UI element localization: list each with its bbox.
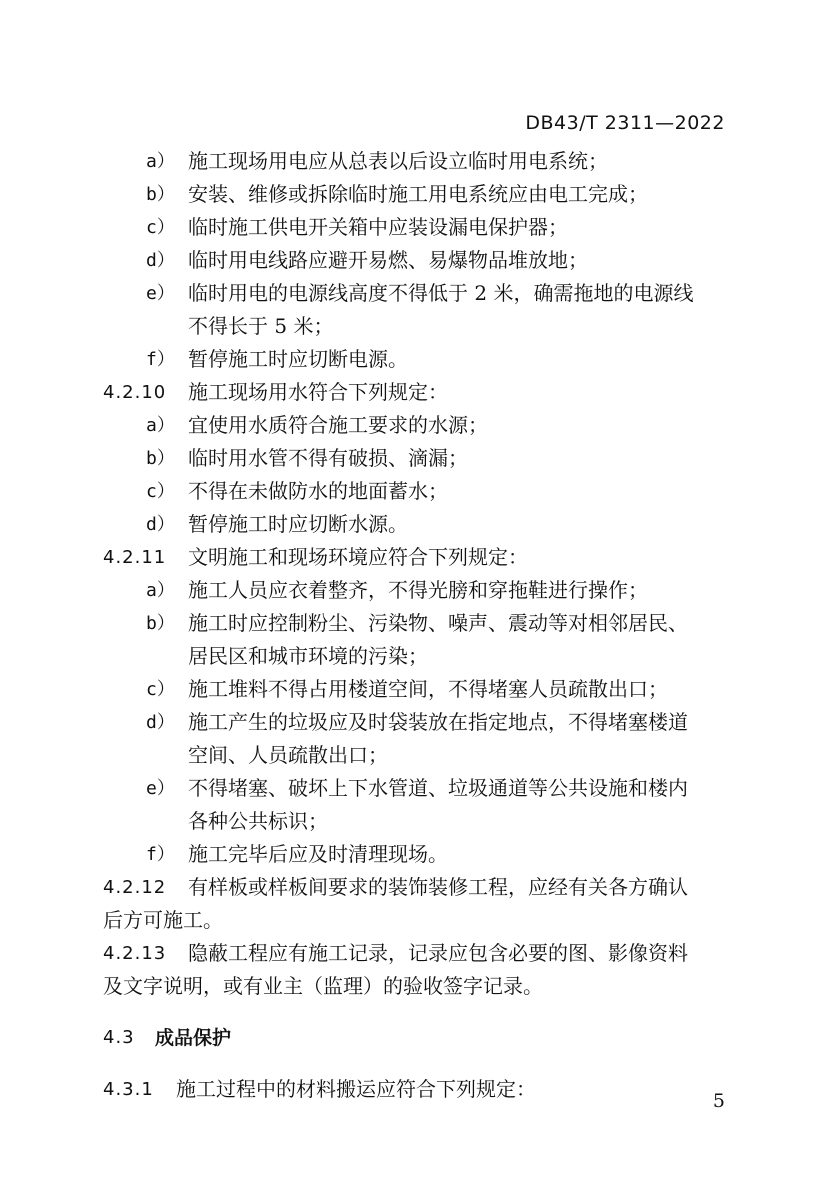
item-marker: d） — [146, 250, 175, 271]
list-item — [0, 277, 829, 310]
item-marker: a） — [146, 415, 175, 436]
spacer — [0, 1055, 829, 1073]
list-item — [0, 442, 829, 475]
list-item — [0, 838, 829, 871]
item-text: 空间、人员疏散出口； — [188, 743, 388, 767]
list-item-continuation — [0, 805, 829, 838]
item-text: 居民区和城市环境的污染； — [188, 644, 428, 668]
clause-4-2-11 — [0, 541, 829, 574]
item-marker: a） — [146, 580, 175, 601]
item-marker: c） — [146, 481, 175, 502]
clause-number: 4.2.13 — [103, 943, 167, 964]
list-item — [0, 574, 829, 607]
clause-text: 施工现场用水符合下列规定： — [188, 380, 448, 404]
clause-continuation — [0, 970, 829, 1003]
item-marker: f） — [146, 349, 175, 370]
page-number: 5 — [712, 1090, 725, 1112]
item-text: 安装、维修或拆除临时施工用电系统应由电工完成； — [188, 182, 648, 206]
section-title: 成品保护 — [155, 1027, 232, 1049]
item-marker: c） — [146, 679, 175, 700]
clause-text: 有样板或样板间要求的装饰装修工程，应经有关各方确认 — [188, 875, 688, 899]
item-marker: d） — [146, 712, 175, 733]
item-text: 暂停施工时应切断水源。 — [188, 512, 408, 536]
clause-text: 文明施工和现场环境应符合下列规定： — [188, 545, 528, 569]
list-item — [0, 673, 829, 706]
clause-text: 及文字说明，或有业主（监理）的验收签字记录。 — [103, 974, 543, 998]
item-marker: f） — [146, 844, 175, 865]
page-body — [0, 145, 829, 1106]
clause-number: 4.2.12 — [103, 877, 167, 898]
section-heading-4-3 — [0, 1021, 829, 1055]
item-text: 施工完毕后应及时清理现场。 — [188, 842, 448, 866]
item-text: 不得堵塞、破坏上下水管道、垃圾通道等公共设施和楼内 — [188, 776, 688, 800]
spacer — [0, 1003, 829, 1021]
section-number: 4.3 — [103, 1027, 135, 1048]
item-text: 宜使用水质符合施工要求的水源； — [188, 413, 488, 437]
item-text: 不得长于 5 米； — [188, 314, 334, 338]
item-text: 施工产生的垃圾应及时袋装放在指定地点，不得堵塞楼道 — [188, 710, 688, 734]
list-item-continuation — [0, 310, 829, 343]
item-marker: c） — [146, 217, 175, 238]
list-item — [0, 706, 829, 739]
item-text: 各种公共标识； — [188, 809, 328, 833]
list-item-continuation — [0, 739, 829, 772]
item-text: 施工堆料不得占用楼道空间，不得堵塞人员疏散出口； — [188, 677, 668, 701]
list-item — [0, 508, 829, 541]
document-code: DB43/T 2311—2022 — [525, 112, 725, 134]
item-text: 施工人员应衣着整齐，不得光膀和穿拖鞋进行操作； — [188, 578, 648, 602]
list-item — [0, 178, 829, 211]
item-marker: b） — [146, 613, 175, 634]
clause-number: 4.3.1 — [103, 1079, 154, 1100]
list-item — [0, 211, 829, 244]
item-text: 暂停施工时应切断电源。 — [188, 347, 408, 371]
clause-4-2-10 — [0, 376, 829, 409]
item-marker: b） — [146, 184, 175, 205]
item-text: 施工现场用电应从总表以后设立临时用电系统； — [188, 149, 608, 173]
list-item — [0, 343, 829, 376]
list-item — [0, 244, 829, 277]
item-text: 临时施工供电开关箱中应装设漏电保护器； — [188, 215, 568, 239]
list-item — [0, 475, 829, 508]
item-text: 临时用电线路应避开易燃、易爆物品堆放地； — [188, 248, 588, 272]
clause-text: 后方可施工。 — [103, 908, 223, 932]
list-item — [0, 145, 829, 178]
list-item — [0, 772, 829, 805]
clause-4-3-1 — [0, 1073, 829, 1106]
clause-text: 施工过程中的材料搬运应符合下列规定： — [176, 1077, 536, 1101]
item-marker: d） — [146, 514, 175, 535]
clause-number: 4.2.11 — [103, 547, 167, 568]
item-text: 临时用电的电源线高度不得低于 2 米，确需拖地的电源线 — [188, 281, 694, 305]
clause-continuation — [0, 904, 829, 937]
item-text: 不得在未做防水的地面蓄水； — [188, 479, 448, 503]
item-marker: e） — [146, 283, 175, 304]
clause-4-2-13 — [0, 937, 829, 970]
item-marker: b） — [146, 448, 175, 469]
item-marker: e） — [146, 778, 175, 799]
list-item — [0, 607, 829, 640]
list-item — [0, 409, 829, 442]
clause-text: 隐蔽工程应有施工记录，记录应包含必要的图、影像资料 — [188, 941, 688, 965]
item-text: 施工时应控制粉尘、污染物、噪声、震动等对相邻居民、 — [188, 611, 688, 635]
list-item-continuation — [0, 640, 829, 673]
item-marker: a） — [146, 151, 175, 172]
clause-4-2-12 — [0, 871, 829, 904]
item-text: 临时用水管不得有破损、滴漏； — [188, 446, 468, 470]
clause-number: 4.2.10 — [103, 382, 167, 403]
